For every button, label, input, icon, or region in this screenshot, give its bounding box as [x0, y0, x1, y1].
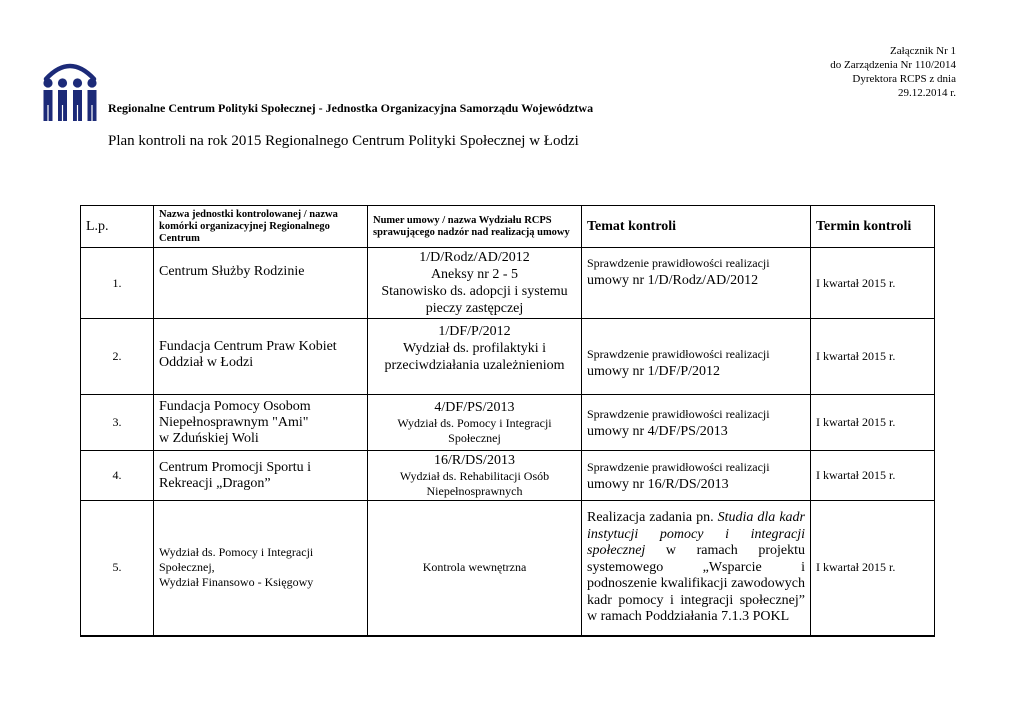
cell-unit: [154, 501, 368, 636]
cell-text-italic: Studia dla kadr instytucji pomocy i integracji społecznej: [587, 510, 805, 558]
cell-text: Niepełnosprawnych: [426, 484, 523, 498]
cell-text: Fundacja Centrum Praw Kobiet: [159, 339, 337, 354]
cell-text: 1/D/Rodz/AD/2012: [419, 250, 530, 265]
cell-text: Centrum Promocji Sportu i: [159, 459, 312, 475]
attachment-line: Dyrektora RCPS z dnia: [852, 73, 956, 85]
cell-text: Sprawdzenie prawidłowości realizacji: [587, 347, 770, 361]
people-group-logo-icon: [40, 55, 100, 121]
cell-text: umowy nr 1/DF/P/2012: [587, 364, 721, 379]
cell-term: I kwartał 2015 r.: [811, 501, 935, 636]
cell-term: I kwartał 2015 r.: [811, 319, 935, 395]
cell-text: Wydział ds. profilaktyki i: [402, 341, 546, 356]
cell-text: Centrum Służby Rodzinie: [159, 264, 305, 279]
cell-topic: [582, 319, 811, 395]
header-contract: Numer umowy / nazwa Wydziału RCPS sprawującego nadzór nad realizacją umowy: [368, 206, 582, 248]
cell-text: Oddział w Łodzi: [159, 355, 254, 370]
cell-text: Niepełnosprawnym "Ami": [159, 414, 309, 430]
cell-text: umowy nr 4/DF/PS/2013: [587, 423, 728, 439]
cell-text: umowy nr 16/R/DS/2013: [587, 476, 729, 492]
attachment-note: [830, 44, 956, 100]
cell-text: Wydział ds. Rehabilitacji Osób: [399, 469, 550, 483]
cell-text: pieczy zastępczej: [425, 301, 524, 316]
cell-text: 16/R/DS/2013: [434, 453, 515, 468]
cell-text: Społecznej: [448, 431, 501, 445]
table-row: [81, 248, 935, 319]
cell-lp: 3.: [81, 395, 154, 451]
cell-text: Aneksy nr 2 - 5: [430, 267, 519, 282]
cell-text: 4/DF/PS/2013: [434, 400, 515, 415]
header-lp: L.p.: [81, 206, 154, 248]
cell-text: umowy nr 1/D/Rodz/AD/2012: [587, 273, 759, 288]
cell-unit: [154, 395, 368, 451]
cell-text: Wydział Finansowo - Księgowy: [159, 575, 314, 590]
attachment-line: do Zarządzenia Nr 110/2014: [830, 59, 956, 71]
cell-text: Fundacja Pomocy Osobom: [159, 398, 311, 414]
cell-term: I kwartał 2015 r.: [811, 395, 935, 451]
cell-text: Sprawdzenie prawidłowości realizacji: [587, 459, 770, 474]
cell-text: Społecznej,: [159, 560, 215, 575]
attachment-line: Załącznik Nr 1: [890, 45, 956, 57]
cell-text: Wydział ds. Pomocy i Integracji: [159, 545, 314, 560]
cell-unit: [154, 319, 368, 395]
cell-contract: [368, 248, 582, 319]
cell-term: I kwartał 2015 r.: [811, 451, 935, 501]
header-term: Termin kontroli: [811, 206, 935, 248]
attachment-line: 29.12.2014 r.: [897, 87, 956, 99]
cell-text: w Zduńskiej Woli: [159, 430, 259, 446]
cell-text: Rekreacji „Dragon”: [159, 475, 271, 491]
cell-topic: [582, 451, 811, 501]
cell-text: Realizacja zadania pn.: [587, 510, 718, 525]
control-plan-table: [80, 205, 935, 637]
cell-contract: [368, 319, 582, 395]
cell-text: Stanowisko ds. adopcji i systemu: [381, 284, 568, 299]
table-row: [81, 451, 935, 501]
header-topic: Temat kontroli: [582, 206, 811, 248]
cell-topic: [582, 248, 811, 319]
cell-text: Kontrola wewnętrzna: [422, 560, 527, 575]
cell-topic: [582, 395, 811, 451]
cell-lp: 4.: [81, 451, 154, 501]
cell-lp: 2.: [81, 319, 154, 395]
header-unit: Nazwa jednostki kontrolowanej / nazwa komórki organizacyjnej Regionalnego Centrum: [154, 206, 368, 248]
cell-text: Sprawdzenie prawidłowości realizacji: [587, 256, 770, 270]
cell-topic: [582, 501, 811, 636]
cell-unit: [154, 248, 368, 319]
table-header-row: [81, 206, 935, 248]
cell-text: 1/DF/P/2012: [438, 324, 511, 339]
cell-text: w ramach projektu systemowego „Wsparcie i podnoszenie kwalifikacji zawodowych kadr pomocy i integracji społecznej” w ramach Poddziałania 7.1.3 POKL: [587, 543, 805, 624]
cell-contract: [368, 395, 582, 451]
plan-title: Plan kontroli na rok 2015 Regionalnego Centrum Polityki Społecznej w Łodzi: [108, 133, 579, 149]
cell-contract: [368, 451, 582, 501]
cell-unit: [154, 451, 368, 501]
table-row: [81, 501, 935, 636]
organization-name: Regionalne Centrum Polityki Społecznej - Jednostka Organizacyjna Samorządu Województwa: [108, 101, 594, 115]
table-row: [81, 395, 935, 451]
cell-contract: [368, 501, 582, 636]
cell-text: Wydział ds. Pomocy i Integracji: [397, 416, 552, 430]
cell-lp: 5.: [81, 501, 154, 636]
cell-term: I kwartał 2015 r.: [811, 248, 935, 319]
cell-lp: 1.: [81, 248, 154, 319]
cell-text: przeciwdziałania uzależnieniom: [384, 358, 565, 373]
cell-text: Sprawdzenie prawidłowości realizacji: [587, 406, 770, 421]
table-row: [81, 319, 935, 395]
